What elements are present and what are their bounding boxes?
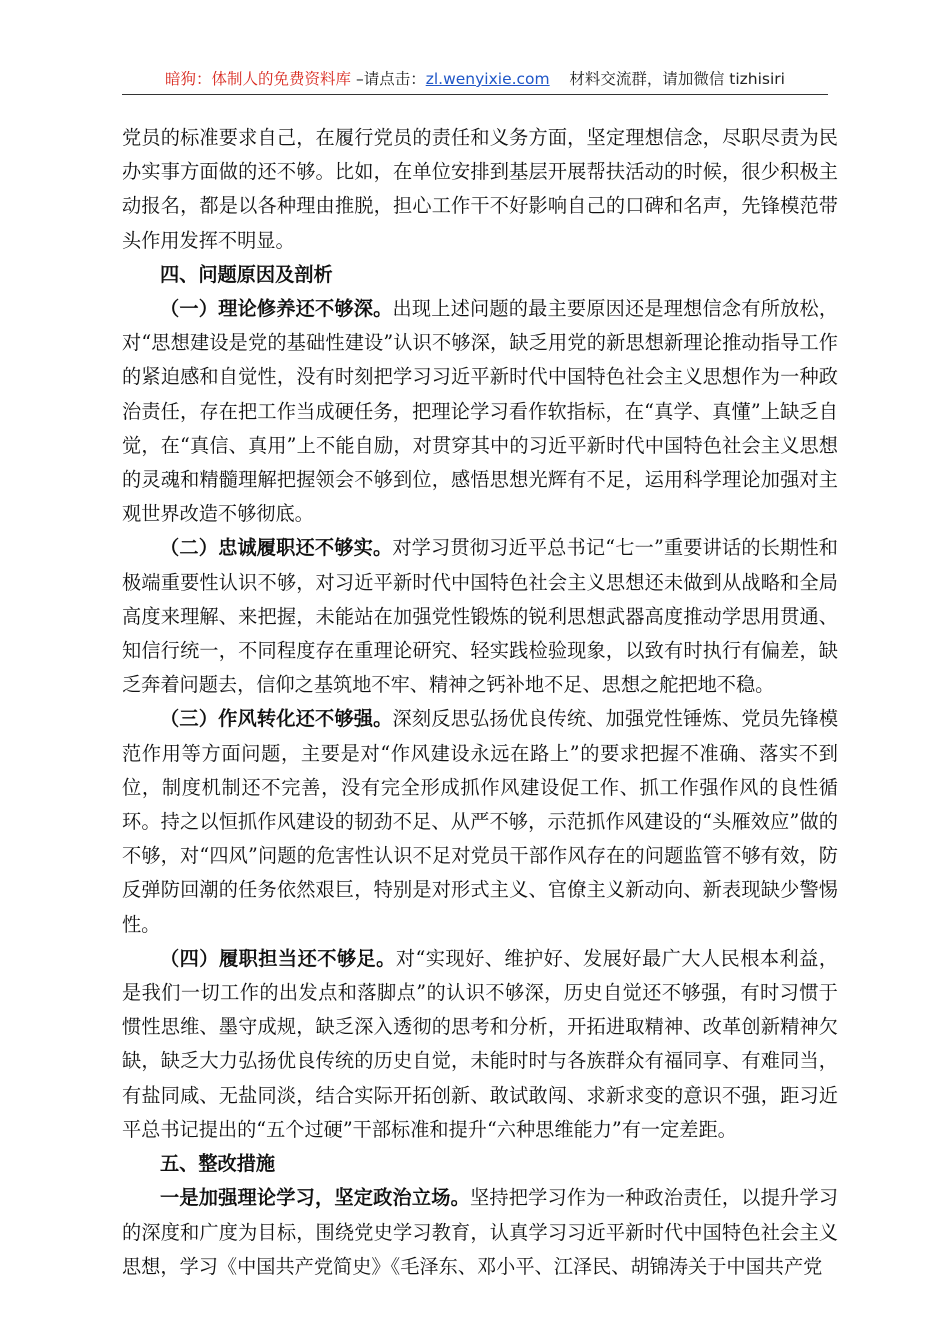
click-prompt: –请点击：: [351, 70, 426, 88]
wechat-note: 材料交流群，请加微信 tizhisiri: [549, 70, 785, 88]
page-header: [122, 68, 828, 90]
section-heading-causes: 四、问题原因及剖析: [160, 262, 333, 286]
header-divider: [122, 94, 828, 95]
paragraph-cause-3: （三）作风转化还不够强。深刻反思弘扬优良传统、加强党性锤炼、党员先锋模范作用等方面问题，主要是对“作风建设永远在路上”的要求把握不准确、落实不到位，制度机制还不完善，没有完全形成抓作风建设促工作、抓工作强作风的良性循环。持之以恒抓作风建设的韧劲不足、从严不够，示范抓作风建设的“头雁效应”做的不够，对“四风”问题的危害性认识不足对党员干部作风存在的问题监管不够有效，防反弹防回潮的任务依然艰巨，特别是对形式主义、官僚主义新动向、新表现缺少警惕性。: [122, 707, 839, 936]
paragraph-measure-1: 一是加强理论学习，坚定政治立场。坚持把学习作为一种政治责任，以提升学习的深度和广度为目标，围绕党史学习教育，认真学习习近平新时代中国特色社会主义思想，学习《中国共产党简史》《毛泽东、邓小平、江泽民、胡锦涛关于中国共产党: [122, 1186, 839, 1278]
paragraph-cause-2: （二）忠诚履职还不够实。对学习贯彻习近平总书记“七一”重要讲话的长期性和极端重要性认识不够，对习近平新时代中国特色社会主义思想还未做到从战略和全局高度来理解、来把握，未能站在加强党性锻炼的锐利思想武器高度推动学思用贯通、知信行统一，不同程度存在重理论研究、轻实践检验现象，以致有时执行有偏差，缺乏奔着问题去，信仰之基筑地不牢、精神之钙补地不足、思想之舵把地不稳。: [122, 536, 838, 697]
paragraph-continuation: 党员的标准要求自己，在履行党员的责任和义务方面，坚定理想信念，尽职尽责为民办实事方面做的还不够。比如，在单位安排到基层开展帮扶活动的时候，很少积极主动报名，都是以各种理由推脱，担心工作干不好影响自己的口碑和名声，先锋模范带头作用发挥不明显。: [122, 126, 838, 252]
site-url-link[interactable]: zl.wenyixie.com: [425, 70, 550, 88]
document-body: [122, 121, 838, 1284]
site-name: 暗狗：体制人的免费资料库: [165, 70, 352, 88]
paragraph-cause-4: （四）履职担当还不够足。对“实现好、维护好、发展好最广大人民根本利益，是我们一切工作的出发点和落脚点”的认识不够深，历史自觉还不够强，有时习惯于惯性思维、墨守成规，缺乏深入透彻的思考和分析，开拓进取精神、改革创新精神欠缺，缺乏大力弘扬优良传统的历史自觉，未能时时与各族群众有福同享、有难同当，有盐同咸、无盐同淡，结合实际开拓创新、敢试敢闯、求新求变的意识不强，距习近平总书记提出的“五个过硬”干部标准和提升“六种思维能力”有一定差距。: [122, 946, 839, 1141]
section-heading-measures: 五、整改措施: [160, 1152, 276, 1176]
paragraph-cause-1: （一）理论修养还不够深。出现上述问题的最主要原因还是理想信念有所放松，对“思想建设是党的基础性建设”认识不够深，缺乏用党的新思想新理论推动指导工作的紧迫感和自觉性，没有时刻把学习习近平新时代中国特色社会主义思想作为一种政治责任，存在把工作当成硬任务，把理论学习看作软指标，在“真学、真懂”上缺乏自觉，在“真信、真用”上不能自励，对贯穿其中的习近平新时代中国特色社会主义思想的灵魂和精髓理解把握领会不够到位，感悟思想光辉有不足，运用科学理论加强对主观世界改造不够彻底。: [122, 297, 839, 526]
